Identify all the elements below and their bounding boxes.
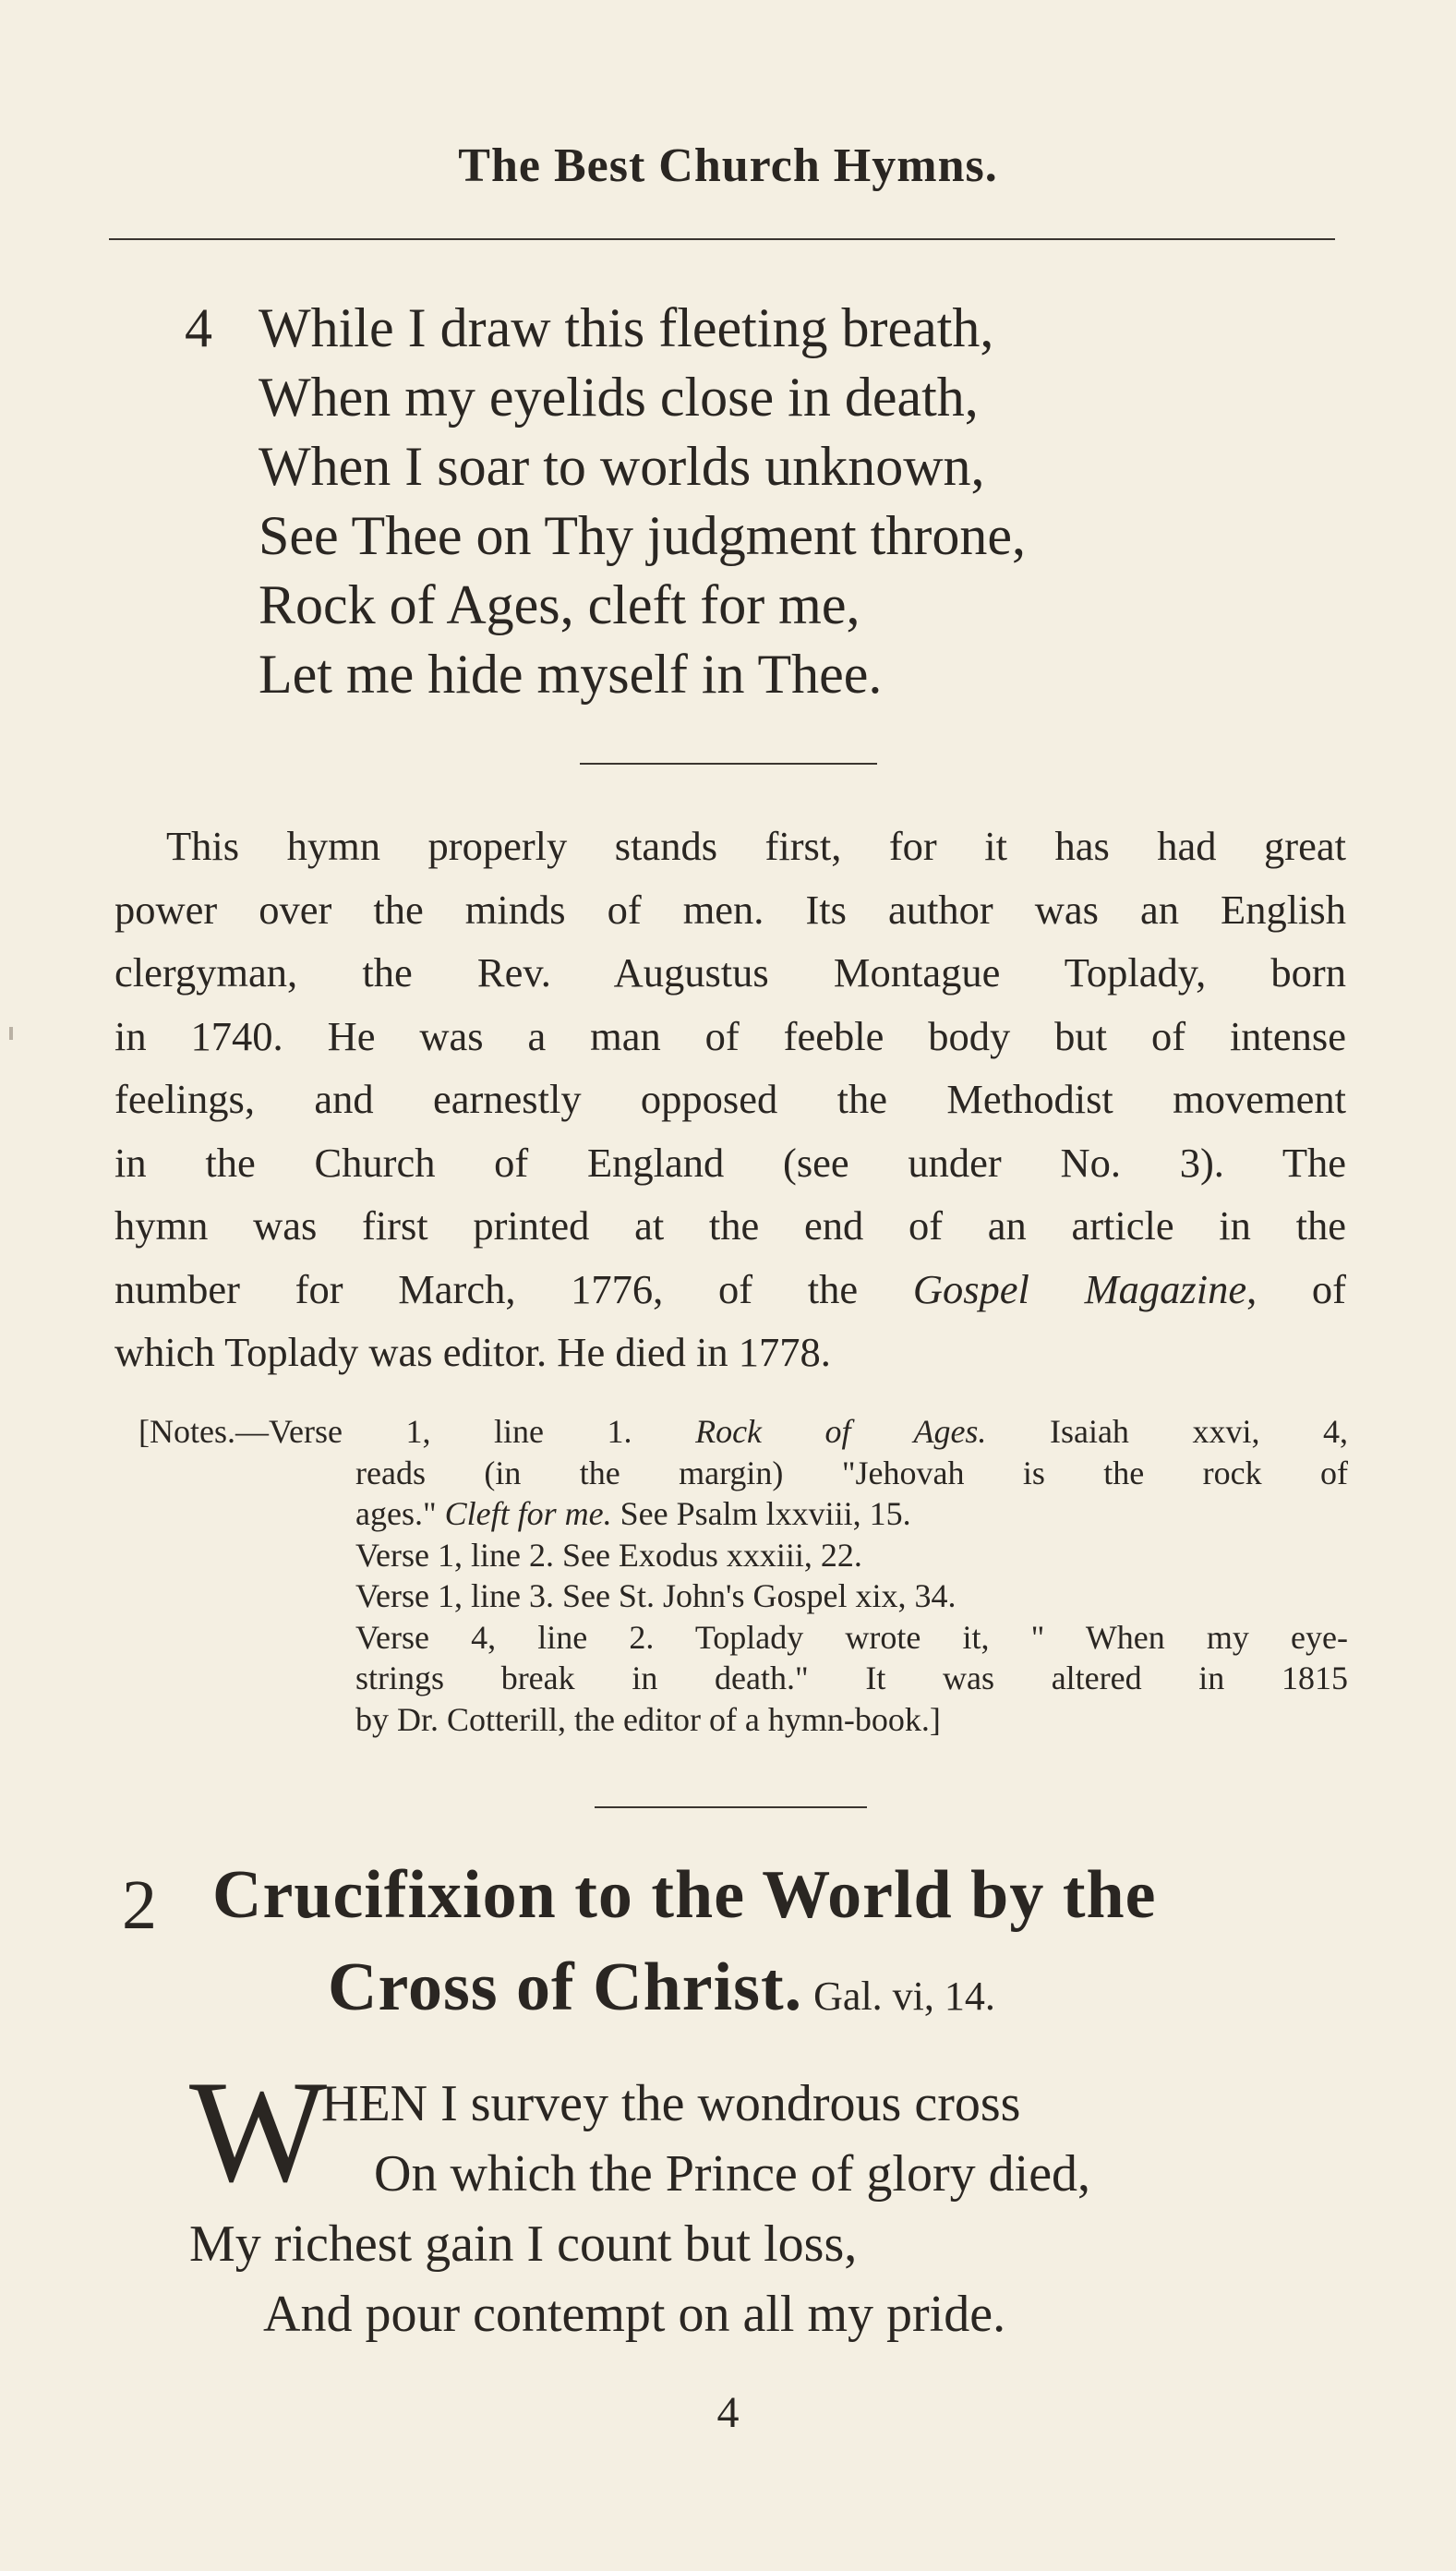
- notes-line: reads (in the margin) "Jehovah is the rock of: [355, 1454, 1348, 1491]
- verse-line: Rock of Ages, cleft for me,: [259, 574, 860, 635]
- commentary-text: , of: [1246, 1265, 1346, 1312]
- commentary-text: number for March, 1776, of the: [114, 1265, 913, 1312]
- verse-line: While I draw this fleeting breath,: [259, 297, 994, 358]
- notes-line: Verse 4, line 2. Toplady wrote it, " When my eye-: [355, 1618, 1348, 1656]
- verse-line: Let me hide myself in Thee.: [259, 644, 883, 705]
- commentary-line: in the Church of England (see under No. 3). The: [114, 1139, 1346, 1186]
- magazine-title: Gospel Magazine: [912, 1265, 1247, 1312]
- verse-line: When I soar to worlds unknown,: [259, 436, 985, 497]
- commentary-line: in 1740. He was a man of feeble body but of intense: [114, 1012, 1346, 1059]
- section-divider: [580, 763, 877, 765]
- notes-line: by Dr. Cotterill, the editor of a hymn-book.]: [355, 1700, 941, 1738]
- running-title: The Best Church Hymns.: [458, 139, 998, 192]
- notes-line: Verse 1, line 2. See Exodus xxxiii, 22.: [355, 1536, 862, 1574]
- hymn-title-line-2: [328, 1949, 995, 2027]
- hymn-title-text: Cross of Christ.: [328, 1949, 803, 2025]
- hymn-2-verse-1: [189, 2051, 1390, 2349]
- notes-italic: Rock of Ages.: [695, 1413, 987, 1450]
- notes-text: See Psalm lxxviii, 15.: [611, 1495, 911, 1532]
- notes-text: Isaiah xxvi, 4,: [986, 1413, 1349, 1450]
- notes-line: Verse 1, line 3. See St. John's Gospel xix, 34.: [355, 1577, 957, 1614]
- hymn-line: And pour contempt on all my pride.: [263, 2286, 1006, 2343]
- notes-text: [Notes.—Verse 1, line 1.: [138, 1413, 696, 1450]
- commentary-line: which Toplady was editor. He died in 1778.: [114, 1329, 831, 1375]
- hymn-line: HEN I survey the wondrous cross: [321, 2075, 1021, 2132]
- hymn-line: My richest gain I count but loss,: [189, 2215, 858, 2273]
- notes-line: strings break in death." It was altered in 1815: [355, 1660, 1348, 1696]
- page-number: 4: [716, 2388, 740, 2437]
- verse-number: 4: [185, 297, 212, 358]
- scripture-reference: Gal. vi, 14.: [813, 1974, 995, 2019]
- drop-cap: W: [189, 2051, 328, 2213]
- commentary-line: feelings, and earnestly opposed the Methodist movement: [114, 1076, 1346, 1122]
- commentary-line: clergyman, the Rev. Augustus Montague Toplady, born: [114, 949, 1346, 996]
- hymn-line: On which the Prince of glory died,: [374, 2145, 1091, 2203]
- paper-speck: [9, 1027, 13, 1040]
- verse-line: When my eyelids close in death,: [259, 367, 979, 428]
- section-divider: [595, 1806, 867, 1808]
- verse-line: See Thee on Thy judgment throne,: [259, 505, 1026, 566]
- header-rule: [109, 238, 1335, 240]
- commentary-line: [114, 1258, 1346, 1322]
- hymn-number: 2: [122, 1866, 157, 1944]
- commentary-line: This hymn properly stands first, for it has had great: [166, 823, 1346, 869]
- verse-4: [185, 294, 1293, 709]
- notes-line: [355, 1493, 1348, 1535]
- notes-text: ages.": [355, 1495, 445, 1532]
- hymn-commentary: [114, 815, 1346, 1384]
- commentary-line: power over the minds of men. Its author was an English: [114, 886, 1346, 933]
- hymn-notes: [138, 1411, 1348, 1740]
- notes-line: [138, 1411, 1348, 1453]
- commentary-line: hymn was first printed at the end of an article in the: [114, 1202, 1346, 1249]
- notes-italic: Cleft for me.: [444, 1495, 612, 1532]
- hymn-title-line-1: Crucifixion to the World by the: [212, 1857, 1157, 1933]
